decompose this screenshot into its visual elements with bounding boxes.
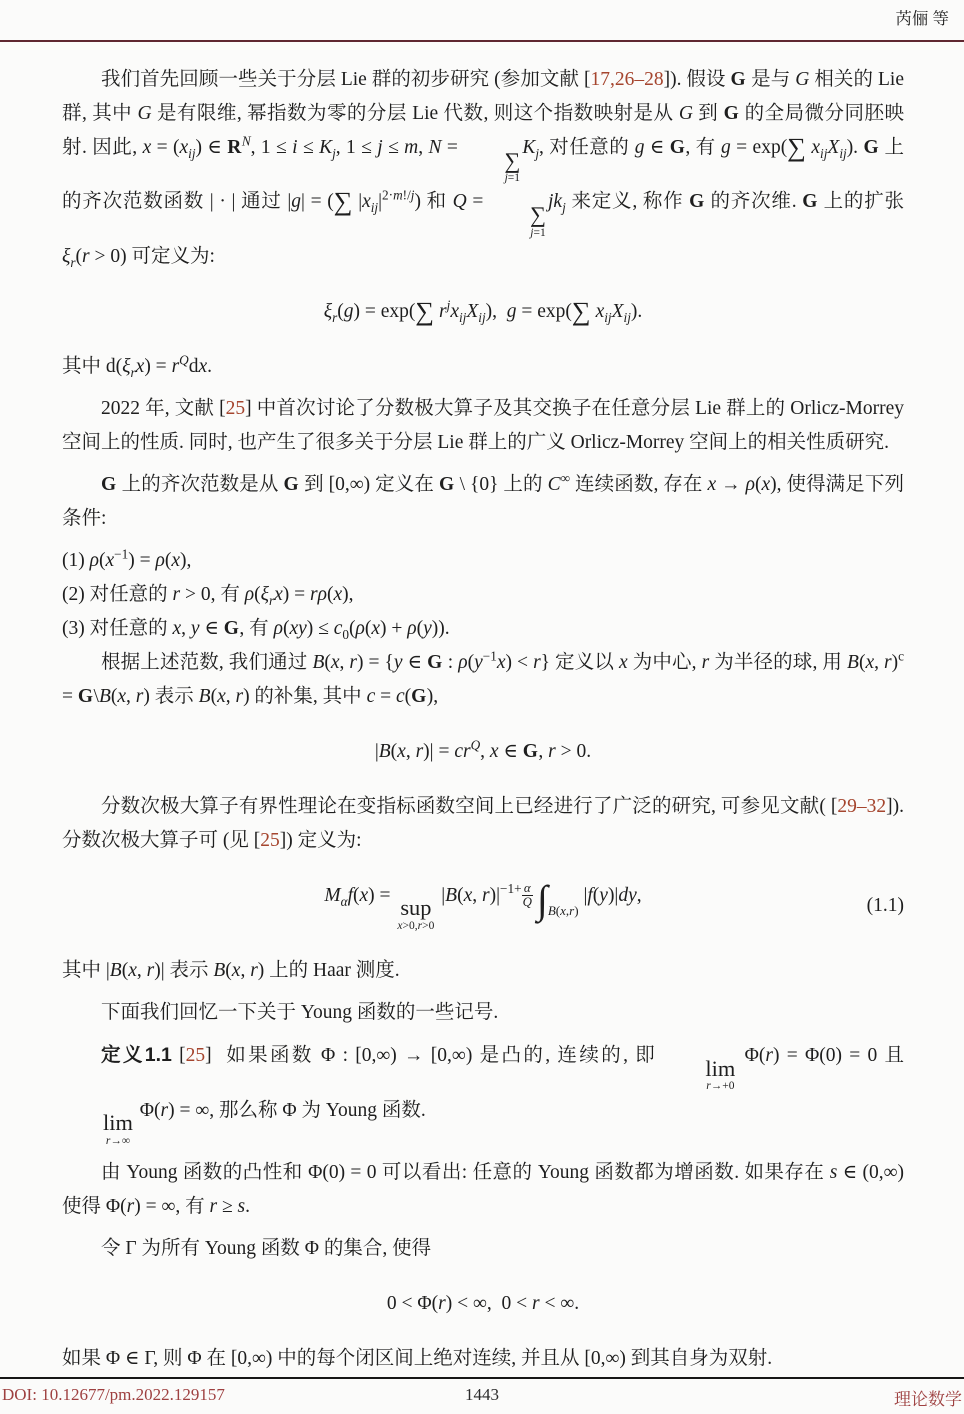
equation-content: $M_\alpha f(x)$ = sup x>0,r>0 |B(x, $r)|^{-1+ \frac{\alpha}{Q}}$ $\int_{B(x,r)}$ |f(y)|dy, <box>324 876 642 932</box>
doi-link[interactable]: DOI: 10.12677/pm.2022.129157 <box>2 1385 225 1404</box>
norm-condition-3: (3) 对任意的 x, y ∈ G, 有 $\rho(xy) \le c_0(\rho(x) + \rho(y))$. <box>62 617 450 642</box>
citation-link[interactable]: 25 <box>225 397 246 419</box>
header-rule <box>0 40 964 42</box>
footer-rule <box>0 1377 964 1379</box>
citation-link[interactable]: 25 <box>185 1045 206 1067</box>
definition-1-1: 定义1.1 [25] 如果函数 Φ : [0,∞) → [0,∞) 是凸的, 连续的, 即 lim r→+0 Φ(r) = Φ(0) = 0 且 lim r→∞ Φ(r) = ∞, 那么称 Φ 为 Young 函数. <box>101 1044 905 1147</box>
fractional-maximal-equation <box>62 876 904 933</box>
haar-note: 其中 |B(x, r)| 表示 B(x, r) 上的 Haar 测度. <box>62 960 400 982</box>
article-body <box>62 63 904 1384</box>
ball-paragraph: 根据上述范数, 我们通过 B(x, r) = {y ∈ G : $\rho(y^{-1}x) < r$} 定义以 x 为中心, r 为半径的球, 用 B(x, r)$^c$ = G\B(x, r) 表示 B(x, r) 的补集, 其中 c = c(G), <box>62 648 904 707</box>
page-footer <box>0 1385 964 1411</box>
equation-content: 0 < Φ(r) < ∞, 0 < r < ∞. <box>386 1292 580 1314</box>
young-intro-paragraph: 下面我们回忆一下关于 Young 函数的一些记号. <box>101 1002 499 1024</box>
citation-link[interactable]: 25 <box>260 829 280 851</box>
norm-condition-1: (1) $\rho(x^{-1}) = \rho(x)$, <box>62 546 192 571</box>
intro-paragraph: 我们首先回顾一些关于分层 Lie 群的初步研究 (参加文献 [17,26–28]). 假设 G 是与 G 相关的 Lie 群, 其中 G 是有限维, 幂指数为零的分层 Lie 代数, 则这个指数映射是从 G 到 G 的全局微分同胚映射. 因此, $x = (x_{ij})$ ∈ $R^N$, $1 \le i \le K_j$, 1 ≤ j ≤ m, N = ∑ j=1 $K_j$, 对任意的 g ∈ G, 有 g = exp(∑ $x_{ij}X_{ij}$). G 上的齐次范数函数 | · | 通过 |g| = (∑ $|x_{ij}|^{2\cdot m!/j}$) 和 Q = ∑ j=1 $jk_j$ 来定义, 称作 G 的齐次维. G 上的扩张 $\xi_r(r > 0)$ 可定义为: <box>62 69 905 270</box>
gamma-set-paragraph: 令 Γ 为所有 Young 函数 Φ 的集合, 使得 <box>101 1237 432 1259</box>
dilation-equation <box>62 295 904 329</box>
ball-measure-equation <box>62 735 904 769</box>
page-number: 1443 <box>465 1385 499 1404</box>
gamma-condition-equation <box>62 1287 904 1321</box>
journal-name: 理论数学 <box>894 1390 962 1409</box>
equation-content: $\xi_r(g) = \exp(\sum$ $r^jx_{ij}X_{ij}$), g = exp(∑ $x_{ij}X_{ij}$). <box>323 296 643 326</box>
equation-number: (1.1) <box>866 894 904 916</box>
citation-link[interactable]: 29–32 <box>837 795 887 817</box>
homogeneous-norm-paragraph: G 上的齐次范数是从 G 到 [0,∞) 定义在 G \ {0} 上的 C∞ 连续函数, 存在 x → ρ(x), 使得满足下列条件: <box>62 470 904 529</box>
running-head-author: 芮俪 等 <box>895 9 949 28</box>
measure-note: 其中 $d(\xi_rx) = r^Qdx$. <box>62 352 213 380</box>
norm-condition-2: (2) 对任意的 r > 0, 有 $\rho(\xi_rx) = r\rho(x)$, <box>62 583 354 608</box>
bijection-paragraph: 如果 Φ ∈ Γ, 则 Φ 在 [0,∞) 中的每个闭区间上绝对连续, 并且从 [0,∞) 到其自身为双射. <box>62 1347 773 1369</box>
history-paragraph: 2022 年, 文献 [25] 中首次讨论了分数极大算子及其交换子在任意分层 Lie 群上的 Orlicz-Morrey 空间上的性质. 同时, 也产生了很多关于分层 Lie 群上的广义 Orlicz-Morrey 空间上的相关性质研究. <box>62 397 904 453</box>
equation-content: |B(x, $r)| = cr^Q$, x ∈ G, r > 0. <box>374 737 592 762</box>
maximal-operator-paragraph: 分数次极大算子有界性理论在变指标函数空间上已经进行了广泛的研究, 可参见文献( [29–32]). 分数次极大算子可 (见 [25]) 定义为: <box>62 795 904 851</box>
citation-link[interactable]: 17,26–28 <box>590 69 664 90</box>
convexity-paragraph: 由 Young 函数的凸性和 Φ(0) = 0 可以看出: 任意的 Young 函数都为增函数. 如果存在 s ∈ (0,∞) 使得 Φ(r) = ∞, 有 r ≥ s. <box>62 1161 905 1217</box>
